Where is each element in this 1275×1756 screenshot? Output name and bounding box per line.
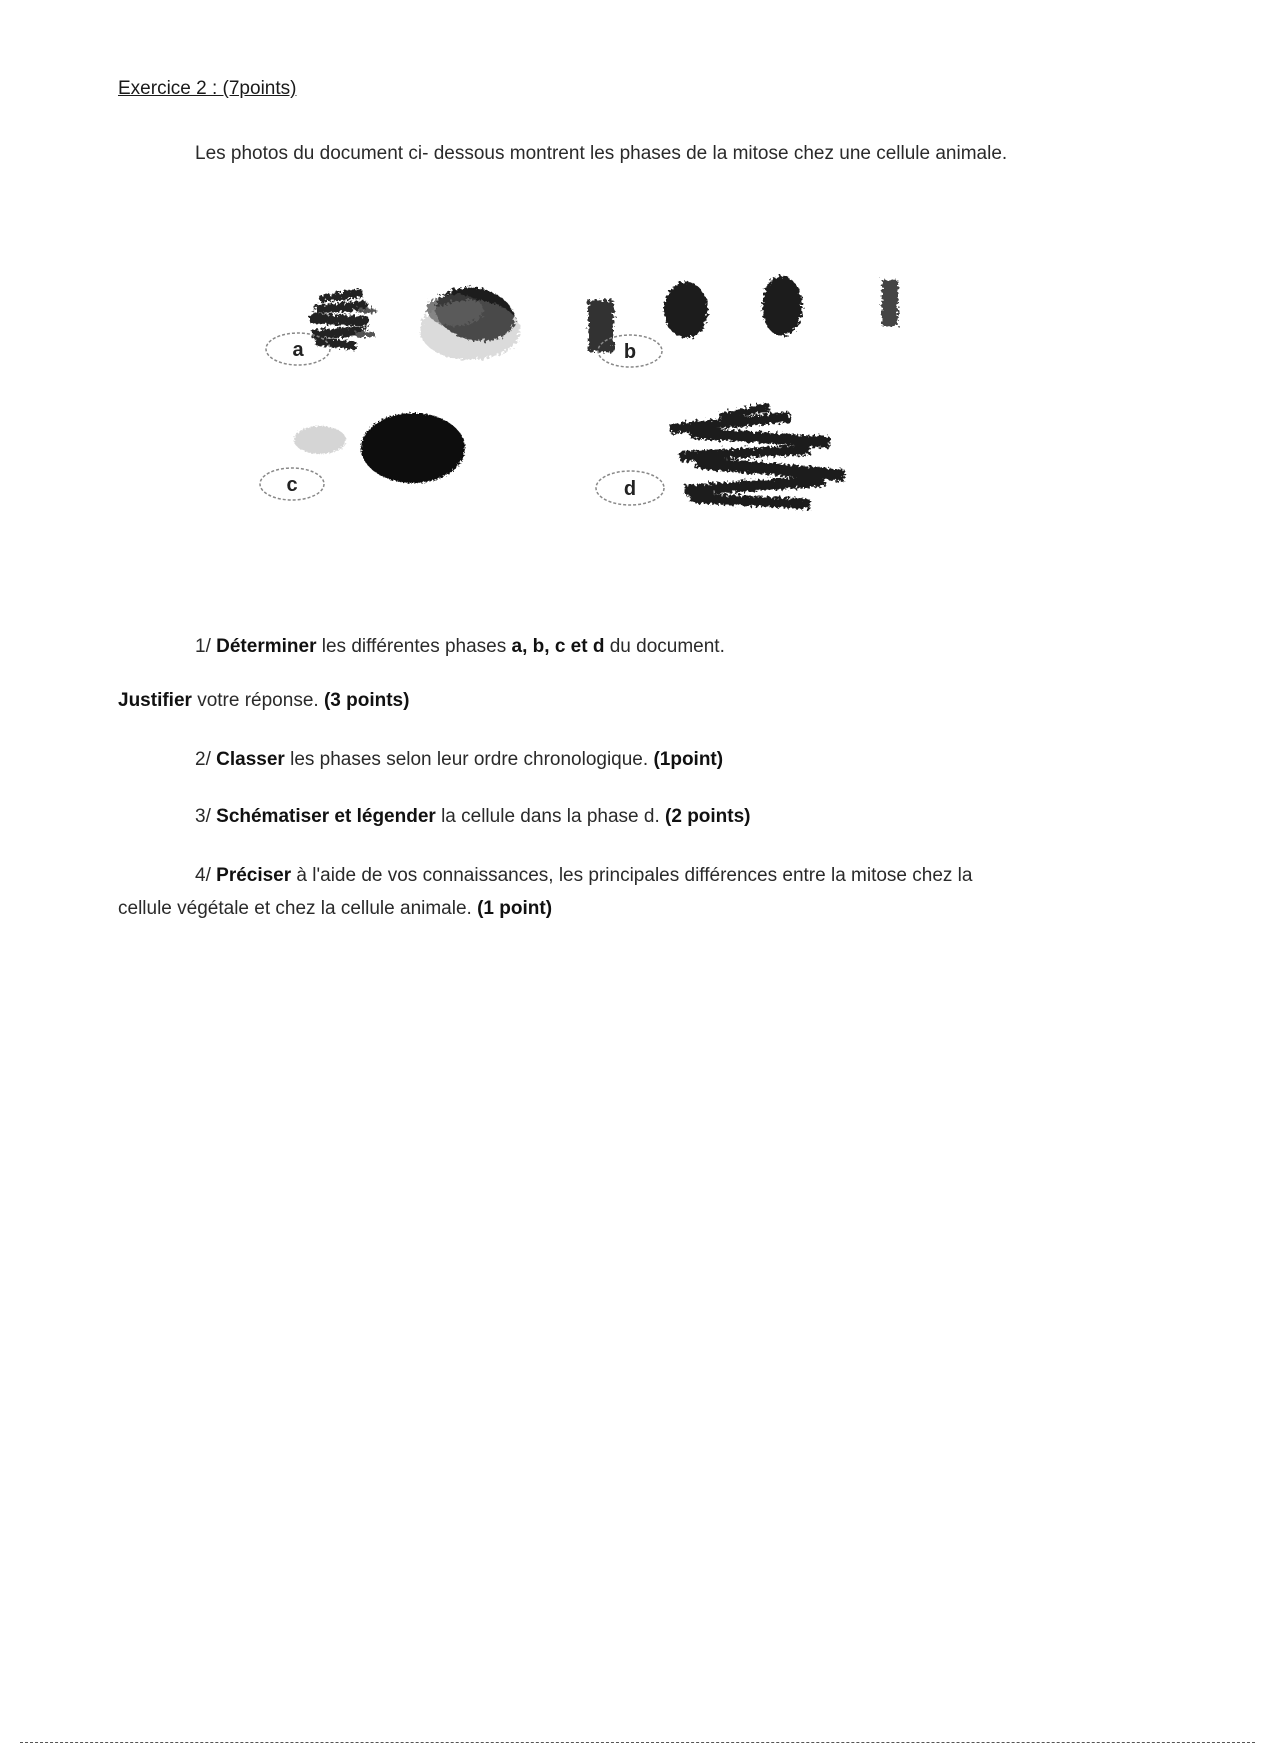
mitosis-photo-figure: [250, 250, 1050, 590]
label-c: c: [286, 474, 298, 496]
cell-b-1: [664, 282, 708, 338]
question-2: 2/ Classer les phases selon leur ordre chronologique. (1point): [195, 749, 724, 770]
photo-d: [670, 403, 845, 509]
chromosome-band: [690, 493, 810, 509]
cell-a-left: [310, 289, 376, 350]
label-a: a: [292, 339, 304, 361]
footer-divider: [20, 1742, 1255, 1743]
photo-c: [294, 413, 465, 483]
exercise-intro: Les photos du document ci- dessous montrent les phases de la mitose chez une cellule animale.: [195, 143, 1008, 164]
cell-c-nucleus: [361, 413, 465, 483]
question-4: 4/ Préciser à l'aide de vos connaissances, les principales différences entre la mitose chez la: [195, 865, 973, 886]
question-3: 3/ Schématiser et légender la cellule dans la phase d. (2 points): [195, 806, 751, 827]
label-b: b: [623, 341, 637, 363]
cell-b-2: [762, 276, 802, 336]
label-d: d: [623, 478, 637, 500]
cell-a-right: [420, 280, 520, 360]
question-1: 1/ Déterminer les différentes phases a, b, c et d du document.: [195, 636, 725, 657]
exercise-title: Exercice 2 : (7points): [118, 78, 297, 99]
photo-a: [310, 280, 520, 360]
cell-b-edge: [588, 300, 614, 352]
cell-b-3: [882, 280, 898, 326]
question-1-justify: Justifier votre réponse. (3 points): [118, 690, 410, 711]
chromosome-band: [685, 475, 825, 496]
question-4-line2: cellule végétale et chez la cellule animale. (1 point): [118, 898, 553, 919]
cell-c-faint: [294, 426, 346, 454]
